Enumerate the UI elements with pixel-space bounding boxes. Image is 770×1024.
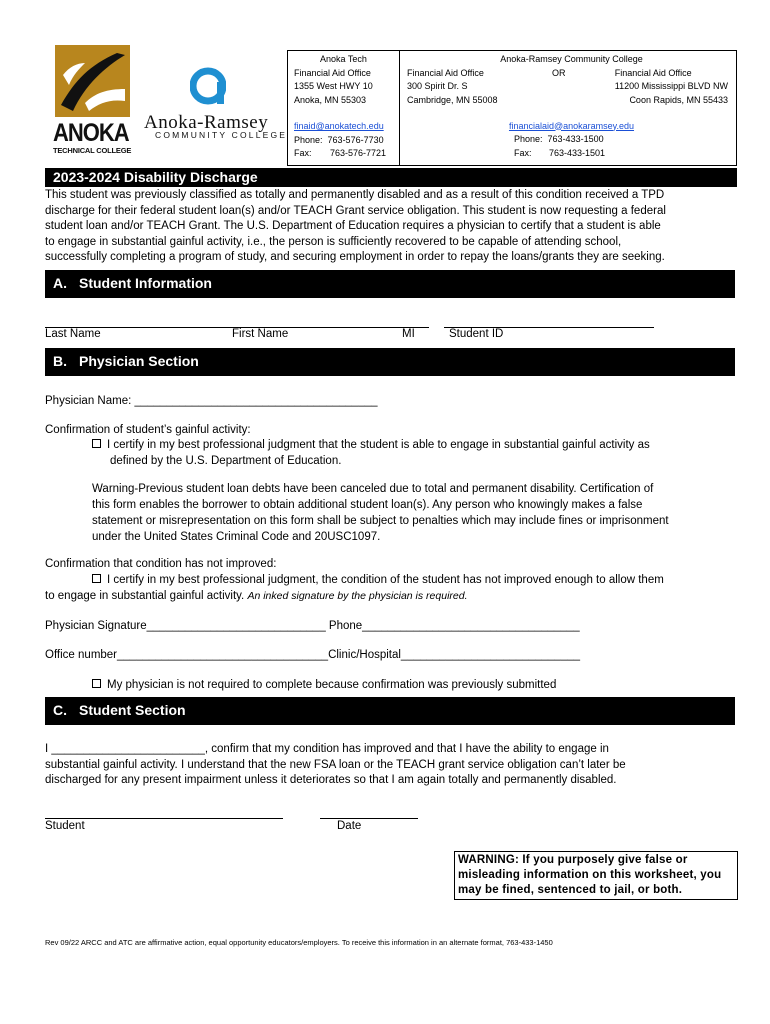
arcc-email-link[interactable]: financialaid@anokaramsey.edu — [508, 120, 635, 131]
office-number-clinic-field[interactable]: Office number_________________________________Clinic/Hospital____________________________ — [45, 649, 581, 661]
arcc-fax: Fax: 763-433-1501 — [514, 147, 606, 158]
warning-box: WARNING: If you purposely give false or misleading information on this worksheet, you may be fined, sentenced to jail, or both. — [454, 851, 738, 900]
physician-signature-phone-field[interactable]: Physician Signature____________________________ Phone__________________________________ — [45, 620, 580, 632]
anoka-tech-fax: Fax: 763-576-7721 — [294, 148, 387, 158]
arcc-street-right: 11200 Mississippi BLVD NW — [614, 81, 728, 91]
not-required-checkbox[interactable] — [92, 679, 101, 688]
certify-not-improved-line2: to engage in substantial gainful activity. An inked signature by the physician is required. — [45, 590, 468, 602]
arcc-address — [401, 51, 736, 165]
signature-note: An inked signature by the physician is required. — [247, 590, 468, 602]
anoka-tech-address — [288, 51, 400, 165]
anoka-tech-city: Anoka, MN 55303 — [294, 94, 367, 105]
certify-gainful-checkbox[interactable] — [92, 439, 101, 448]
arcc-title: Anoka-Ramsey Community College — [500, 54, 643, 64]
first-name-label: First Name — [232, 328, 289, 340]
certify-gainful-option[interactable]: I certify in my best professional judgment that the student is able to engage in substantial gainful activity as — [92, 439, 650, 451]
section-c-header: C. Student Section — [45, 697, 735, 725]
arcc-phone: Phone: 763-433-1500 — [514, 134, 604, 144]
arcc-office-right: Financial Aid Office — [614, 67, 692, 78]
certify-not-improved-checkbox[interactable] — [92, 574, 101, 583]
student-label: Student — [45, 820, 85, 832]
anoka-tech-office: Financial Aid Office — [294, 67, 371, 78]
anoka-ramsey-logo — [190, 66, 226, 106]
arcc-or: OR — [552, 67, 566, 78]
anoka-tech-subtitle: TECHNICAL COLLEGE — [53, 146, 132, 155]
anoka-tech-wordmark: ANOKA — [53, 118, 129, 147]
page-title: 2023-2024 Disability Discharge — [45, 168, 737, 187]
confirm-not-improved-label: Confirmation that condition has not improved: — [45, 558, 277, 570]
anoka-ramsey-wordmark: Anoka-Ramsey — [144, 112, 269, 133]
address-table — [287, 50, 737, 166]
anoka-tech-phone: Phone: 763-576-7730 — [294, 134, 384, 145]
arcc-office-left: Financial Aid Office — [407, 67, 484, 78]
date-line[interactable] — [320, 818, 418, 819]
intro-paragraph: This student was previously classified as totally and permanently disabled and as a result of this condition received a TPD discharge for their federal student loan(s) and/or TEACH Grant service obligation. This student is now requesting a federal student loan and/or TEACH Grant. The U.S. Department of Education requires a physician to certify that a student is able to engage in substantial gainful activity, i.e., the person is sufficiently recovered to be capable of attending school, successfully completing a program of study, and securing employment in order to repay the loans/grants they are seeking. — [45, 189, 666, 263]
last-name-label: Last Name — [45, 328, 101, 340]
student-signature-line[interactable] — [45, 818, 283, 819]
date-label: Date — [337, 820, 362, 832]
certify-gainful-line2: defined by the U.S. Department of Education. — [110, 455, 342, 467]
arcc-city-right: Coon Rapids, MN 55433 — [629, 94, 728, 105]
confirm-gainful-label: Confirmation of student’s gainful activity: — [45, 424, 251, 436]
student-id-label: Student ID — [449, 328, 504, 340]
student-statement: I ________________________, confirm that my condition has improved and that I have the ability to engage in substantial gainful activity. I understand that the new FSA loan or the TEACH grant service obligation can’t later be discharged for any present impairment unless it deteriorates so that I am again totally and permanently disabled. — [45, 743, 626, 786]
arcc-street-left: 300 Spirit Dr. S — [407, 81, 468, 91]
anoka-tech-street: 1355 West HWY 10 — [294, 81, 373, 91]
certify-not-improved-option[interactable]: I certify in my best professional judgment, the condition of the student has not improved enough to allow them — [92, 574, 664, 586]
section-a-header: A. Student Information — [45, 270, 735, 298]
anoka-tech-title: Anoka Tech — [320, 54, 367, 64]
not-required-option[interactable]: My physician is not required to complete because confirmation was previously submitted — [92, 679, 556, 691]
footer-note: Rev 09/22 ARCC and ATC are affirmative action, equal opportunity educators/employers. To receive this information in an alternate format, 763-433-1450 — [45, 938, 553, 947]
mi-label: MI — [402, 328, 415, 340]
physician-name-field[interactable]: Physician Name: ______________________________________ — [45, 395, 378, 407]
anoka-ramsey-subtitle: COMMUNITY COLLEGE — [155, 130, 288, 140]
arcc-city-left: Cambridge, MN 55008 — [407, 94, 498, 105]
previous-loan-warning: Warning-Previous student loan debts have been canceled due to total and permanent disability. Certification of this form enables the borrower to obtain additional student loan(s). Any person who knowingly makes a false statement or misrepresentation on this form shall be subject to penalties which may include fines or imprisonment under the United States Criminal Code and 20USC1097. — [92, 483, 669, 543]
section-b-header: B. Physician Section — [45, 348, 735, 376]
anoka-tech-email-link[interactable]: finaid@anokatech.edu — [294, 121, 384, 131]
